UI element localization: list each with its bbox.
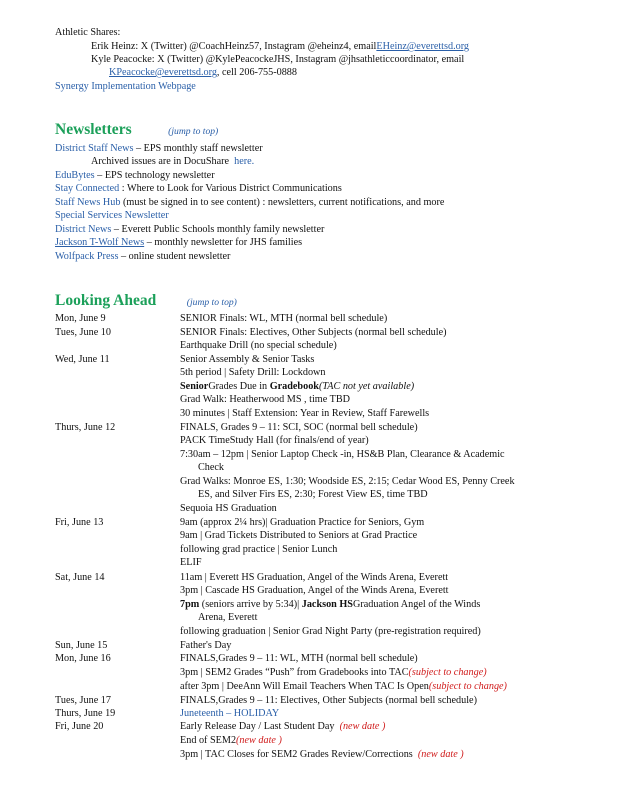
event-item: 11am | Everett HS Graduation, Angel of the Winds Arena, Everett — [180, 572, 449, 583]
newsletter-link[interactable]: Jackson T-Wolf News — [55, 237, 145, 248]
event-text: Graduation — [352, 599, 399, 610]
newsletter-item — [55, 142, 263, 156]
date-label: Thurs, June 12 — [55, 422, 116, 433]
athletic-heading: Athletic Shares: — [55, 27, 121, 38]
event-bold: Gradebook — [269, 381, 319, 392]
date-label: Sun, June 15 — [55, 640, 108, 651]
newsletter-desc: Archived issues are in DocuShare — [91, 156, 230, 167]
event-item: FINALS, Grades 9 – 11: SCI, SOC (normal bell schedule) — [180, 422, 418, 433]
heinz-text: Erik Heinz: X (Twitter) @CoachHeinz57, Instagram @eheinz4, email — [91, 41, 377, 52]
docushare-here-link[interactable]: here. — [234, 156, 255, 167]
newsletter-desc: – EPS technology newsletter — [97, 170, 215, 181]
peacocke-text: Kyle Peacocke: X (Twitter) @KylePeacockeJHS, Instagram @jhsathleticcoordinator, email — [91, 54, 465, 65]
newsletter-item — [55, 223, 324, 237]
date-label: Fri, June 20 — [55, 721, 104, 732]
looking-ahead-heading: Looking Ahead — [55, 292, 157, 309]
event-bold: Jackson HS — [301, 599, 353, 610]
date-label: Sat, June 14 — [55, 572, 105, 583]
event-item — [180, 734, 282, 748]
looking-ahead-jump-link[interactable]: (jump to top) — [186, 297, 237, 308]
newsletter-item — [55, 250, 230, 264]
date-label: Tues, June 10 — [55, 327, 111, 338]
newsletter-link[interactable]: Staff News Hub — [55, 197, 121, 208]
newsletter-desc: – monthly newsletter for JHS families — [146, 237, 303, 248]
event-item: 9am | Grad Tickets Distributed to Seniors at Grad Practice — [180, 530, 418, 541]
event-item — [180, 680, 507, 694]
event-item: following graduation | Senior Grad Night Party (pre-registration required) — [180, 626, 481, 637]
event-item: FINALS,Grades 9 – 11: Electives, Other Subjects (normal bell schedule) — [180, 695, 477, 706]
event-item: Senior Assembly & Senior Tasks — [180, 354, 315, 365]
newsletter-item — [55, 196, 444, 210]
looking-ahead-header — [55, 294, 237, 310]
event-item — [180, 598, 480, 612]
event-text: after 3pm | DeeAnn Will Email Teachers When TAC Is Open — [180, 681, 429, 692]
event-item — [180, 666, 487, 680]
peacocke-contact — [109, 66, 297, 80]
event-item: SENIOR Finals: WL, MTH (normal bell schedule) — [180, 313, 388, 324]
event-item: FINALS,Grades 9 – 11: WL, MTH (normal bell schedule) — [180, 653, 418, 664]
event-text: Angel of the Winds — [398, 599, 481, 610]
event-item: Grad Walk: Heatherwood MS , time TBD — [180, 394, 350, 405]
date-label: Thurs, June 19 — [55, 708, 116, 719]
event-item: Sequoia HS Graduation — [180, 503, 277, 514]
newsletter-item — [55, 236, 302, 250]
event-item: ELIF — [180, 557, 202, 568]
event-bold: 7pm — [180, 599, 200, 610]
newsletter-link[interactable]: Special Services Newsletter — [55, 210, 169, 221]
event-item: SENIOR Finals: Electives, Other Subjects (normal bell schedule) — [180, 327, 447, 338]
event-text: Grades Due in — [208, 381, 270, 392]
event-item: Arena, Everett — [198, 612, 258, 623]
newsletters-heading: Newsletters — [55, 121, 132, 138]
newsletter-desc: (must be signed in to see content) : newsletters, current notifications, and more — [123, 197, 445, 208]
newsletter-desc: – EPS monthly staff newsletter — [136, 143, 263, 154]
newsletters-header — [55, 123, 218, 139]
event-text: 3pm | SEM2 Grades “Push” from Gradebooks into TAC — [180, 667, 409, 678]
event-item — [180, 720, 385, 734]
event-item: 5th period | Safety Drill: Lockdown — [180, 367, 326, 378]
event-note: (subject to change) — [428, 681, 507, 692]
newsletter-link[interactable]: Wolfpack Press — [55, 251, 119, 262]
date-label: Fri, June 13 — [55, 517, 104, 528]
event-item: 9am (approx 2¼ hrs)| Graduation Practice for Seniors, Gym — [180, 517, 425, 528]
newsletter-desc: – Everett Public Schools monthly family newsletter — [113, 224, 325, 235]
event-item — [180, 748, 464, 762]
event-note: (new date ) — [417, 749, 464, 760]
event-note: (subject to change) — [408, 667, 487, 678]
newsletter-link[interactable]: EduBytes — [55, 170, 95, 181]
event-item: Grad Walks: Monroe ES, 1:30; Woodside ES, 2:15; Cedar Wood ES, Penny Creek — [180, 476, 515, 487]
event-item: Earthquake Drill (no special schedule) — [180, 340, 337, 351]
newsletter-desc: : Where to Look for Various District Communications — [121, 183, 342, 194]
heinz-contact — [91, 40, 469, 54]
event-item: Father's Day — [180, 640, 232, 651]
event-item: 7:30am – 12pm | Senior Laptop Check -in, HS&B Plan, Clearance & Academic — [180, 449, 505, 460]
newsletter-link[interactable]: Stay Connected — [55, 183, 120, 194]
event-item: ES, and Silver Firs ES, 2:30; Forest View ES, time TBD — [198, 489, 428, 500]
newsletter-item — [55, 209, 169, 223]
newsletter-link[interactable]: District News — [55, 224, 112, 235]
event-item: Check — [198, 462, 225, 473]
event-text: Early Release Day / Last Student Day — [180, 721, 335, 732]
event-item: PACK TimeStudy Hall (for finals/end of year) — [180, 435, 369, 446]
newsletters-jump-link[interactable]: (jump to top) — [168, 126, 219, 137]
newsletter-item — [55, 169, 215, 183]
event-item: 3pm | Cascade HS Graduation, Angel of the Winds Arena, Everett — [180, 585, 449, 596]
newsletter-link[interactable]: District Staff News — [55, 143, 134, 154]
synergy-link[interactable]: Synergy Implementation Webpage — [55, 81, 196, 92]
peacocke-email-link[interactable]: KPeacocke@everettsd.org — [109, 67, 217, 78]
newsletter-item — [55, 182, 342, 196]
event-text: End of SEM2 — [180, 735, 237, 746]
event-text: (seniors arrive by 5:34)| — [199, 599, 302, 610]
newsletter-desc: – online student newsletter — [120, 251, 231, 262]
date-label: Tues, June 17 — [55, 695, 111, 706]
date-label: Wed, June 11 — [55, 354, 110, 365]
date-label: Mon, June 16 — [55, 653, 111, 664]
event-note: (new date ) — [236, 735, 282, 746]
event-note: (new date ) — [339, 721, 386, 732]
event-item — [180, 380, 414, 394]
event-item: Juneteenth – HOLIDAY — [180, 708, 280, 719]
event-text: 3pm | TAC Closes for SEM2 Grades Review/Corrections — [180, 749, 413, 760]
heinz-email-link[interactable]: EHeinz@everettsd.org — [376, 41, 470, 52]
event-item: following grad practice | Senior Lunch — [180, 544, 338, 555]
event-item: 30 minutes | Staff Extension: Year in Review, Staff Farewells — [180, 408, 430, 419]
peacocke-cell: , cell 206-755-0888 — [216, 67, 297, 78]
date-label: Mon, June 9 — [55, 313, 106, 324]
event-note: (TAC not yet available) — [318, 381, 415, 392]
newsletter-item — [91, 155, 254, 169]
event-bold: Senior — [180, 381, 209, 392]
